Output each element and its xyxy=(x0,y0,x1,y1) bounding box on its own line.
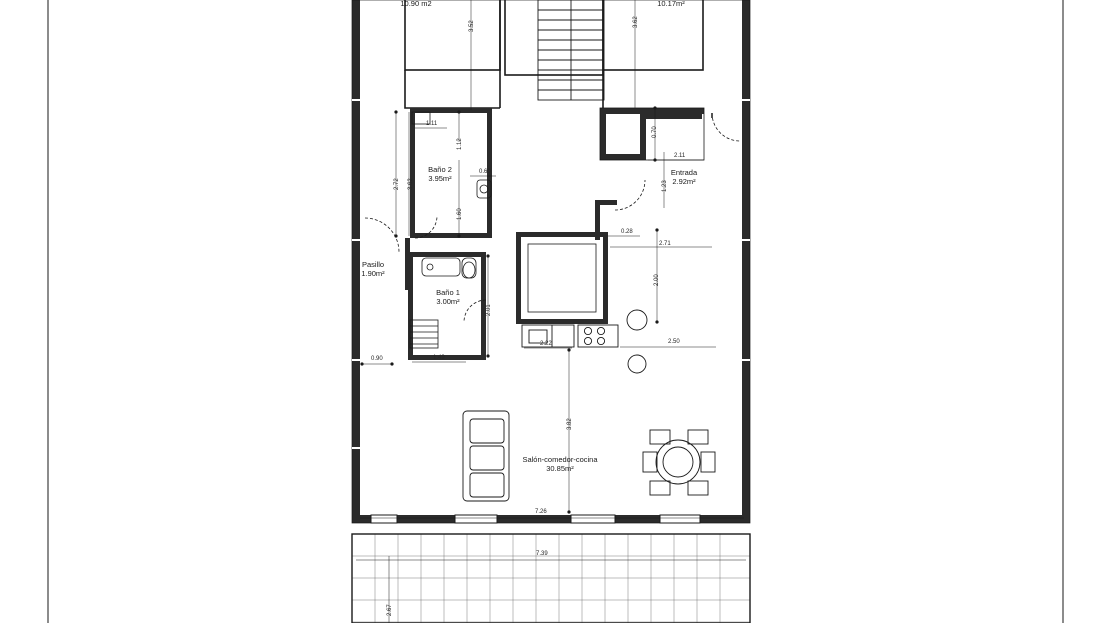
room-label-bano-1: Baño 1 3.00m² xyxy=(436,288,460,306)
room-label-bano-2: Baño 2 3.95m² xyxy=(428,165,452,183)
dim-1-12: 1.12 xyxy=(457,138,463,150)
dim-3-62-left: 3.62 xyxy=(408,178,414,190)
dim-2-50: 2.50 xyxy=(668,339,680,345)
dim-2-01: 2.01 xyxy=(486,304,492,316)
dim-2-72: 2.72 xyxy=(394,178,400,190)
dim-0-70: 0.70 xyxy=(652,126,658,138)
dim-3-52: 3.52 xyxy=(469,20,475,32)
room-label-pasillo: Pasillo 1.90m² xyxy=(361,260,385,278)
dim-1-49: 1.49 xyxy=(433,355,445,361)
dim-0-90: 0.90 xyxy=(371,356,383,362)
room-label-dorm-top-left: 10.90 m2 xyxy=(400,0,432,8)
dim-7-26: 7.26 xyxy=(535,509,547,515)
dim-1-60: 1.60 xyxy=(457,208,463,220)
room-label-dorm-top-right: 10.17m² xyxy=(657,0,685,8)
dim-3-62-right: 3.62 xyxy=(633,16,639,28)
dim-2-11: 2.11 xyxy=(674,153,686,159)
dim-7-39: 7.39 xyxy=(536,551,548,557)
dim-2-71: 2.71 xyxy=(659,241,671,247)
room-label-salon-comedor-cocina: Salón-comedor-cocina 30.85m² xyxy=(522,455,598,473)
dim-1-23: 1.23 xyxy=(662,180,668,192)
dim-0-28: 0.28 xyxy=(621,229,633,235)
dim-3-82: 3.82 xyxy=(567,418,573,430)
room-label-entrada: Entrada 2.92m² xyxy=(670,168,698,186)
dim-2-22: 2.22 xyxy=(540,341,552,347)
dim-0-60: 0.60 xyxy=(479,169,491,175)
dim-2-00: 2.00 xyxy=(654,274,660,286)
dim-2-67: 2.67 xyxy=(387,604,393,616)
dim-1-11: 1.11 xyxy=(426,121,438,127)
